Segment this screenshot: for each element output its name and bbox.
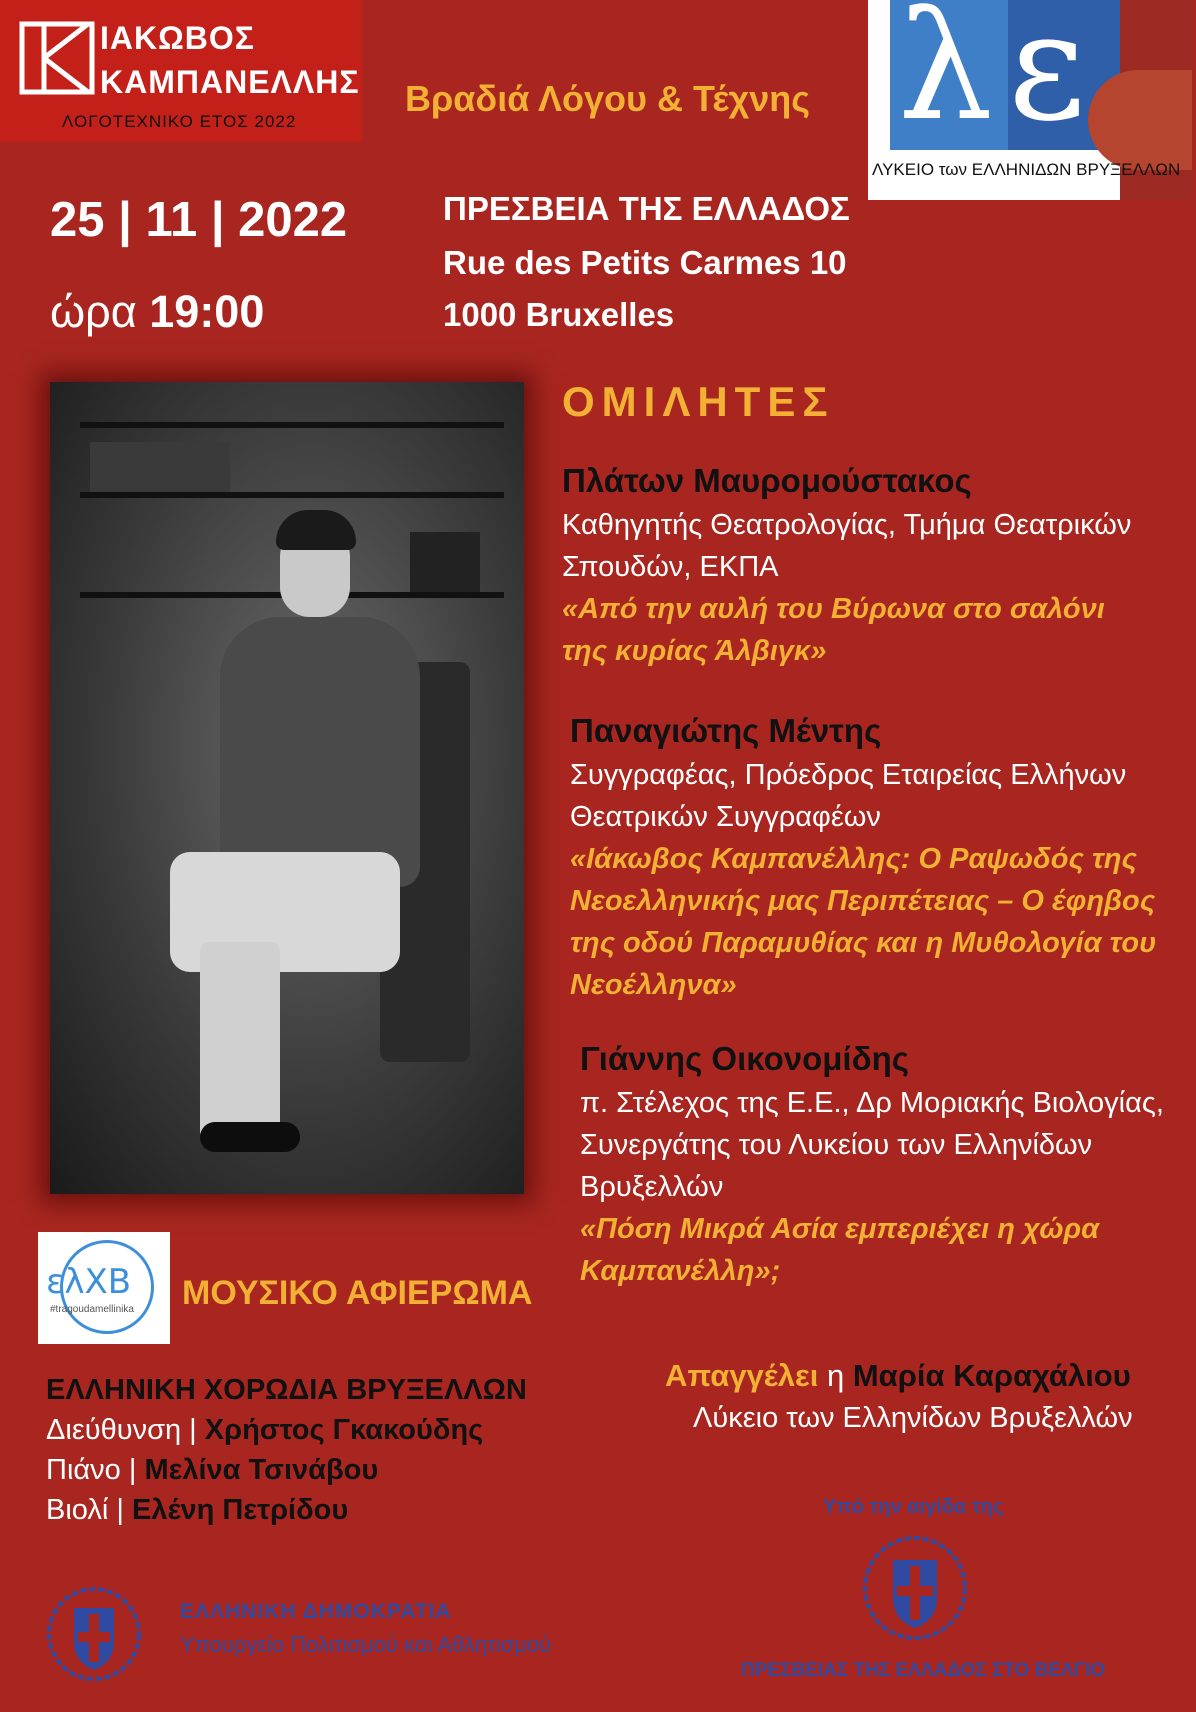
greek-coat-of-arms-icon (859, 1532, 971, 1644)
k-mark-icon (18, 20, 96, 96)
speaker-3 (580, 1040, 1164, 1292)
choir-logo-text: ελXB (46, 1262, 132, 1302)
credit-name: Χρήστος Γκακούδης (204, 1414, 484, 1446)
aegis-org: ΠΡΕΣΒΕΙΑΣ ΤΗΣ ΕΛΛΑΔΟΣ ΣΤΟ ΒΕΛΓΙΟ (741, 1660, 1106, 1681)
logo-line1: ΙΑΚΩΒΟΣ (100, 20, 255, 56)
venue-line1: ΠΡΕΣΒΕΙΑ ΤΗΣ ΕΛΛΑΔΟΣ (443, 190, 850, 227)
bookshelf (80, 422, 504, 428)
speaker-talk: Καμπανέλλη»; (580, 1255, 781, 1287)
portrait-photo (50, 382, 524, 1194)
time-value: 19:00 (149, 286, 265, 337)
logo-line2: ΚΑΜΠΑΝΕΛΛΗΣ (100, 64, 360, 100)
credit-conductor (46, 1414, 483, 1447)
credit-name: Ελένη Πετρίδου (131, 1494, 349, 1526)
music-heading: ΜΟΥΣΙΚΟ ΑΦΙΕΡΩΜΑ (182, 1274, 533, 1312)
recite-verb: Απαγγέλει (665, 1358, 819, 1393)
speaker-talk: Νεοέλληνα» (570, 969, 737, 1001)
speaker-talk: Νεοελληνικής μας Περιπέτειας – Ο έφηβος (570, 885, 1156, 917)
choir-logo-tag: #tragoudamellinika (50, 1304, 134, 1315)
books (410, 532, 480, 592)
time-prefix: ώρα (50, 286, 137, 337)
speaker-talk: της οδού Παραμυθίας και η Μυθολογία του (570, 927, 1157, 959)
speaker-role: Συγγραφέας, Πρόεδρος Εταιρείας Ελλήνων (570, 759, 1127, 791)
speaker-2 (570, 712, 1156, 1006)
aegis-label: Υπό την αιγίδα της (823, 1496, 1004, 1518)
bookshelf (80, 492, 504, 498)
speaker-name: Παναγιώτης Μέντης (570, 712, 882, 749)
lyceum-logo (868, 0, 1192, 200)
epsilon-glyph-icon: ε (1008, 0, 1086, 154)
kampanellis-logo (0, 0, 362, 142)
credit-label: Διεύθυνση | (46, 1414, 197, 1446)
logo-caption: ΛΥΚΕΙΟ των ΕΛΛΗΝΙΔΩΝ ΒΡΥΞΕΛΛΩΝ (872, 160, 1181, 179)
event-time (50, 286, 264, 338)
credit-label: Βιολί | (46, 1494, 124, 1526)
venue-line3: 1000 Bruxelles (443, 296, 675, 333)
event-subtitle: Βραδιά Λόγου & Τέχνης (405, 78, 811, 119)
venue-line2: Rue des Petits Carmes 10 (443, 244, 847, 281)
speaker-name: Πλάτων Μαυρομούστακος (562, 462, 972, 499)
recite-article: η (826, 1358, 845, 1393)
credit-violin (46, 1494, 348, 1527)
figure-hair (276, 510, 356, 550)
ministry-line2: Υπουργείο Πολιτισμού και Αθλητισμού (180, 1632, 552, 1657)
recite-name: Μαρία Καραχάλιου (852, 1358, 1131, 1393)
greek-coat-of-arms-icon (44, 1584, 144, 1684)
choir-logo (38, 1232, 170, 1344)
credit-piano (46, 1454, 378, 1487)
lambda-glyph-icon: λ (898, 0, 994, 154)
credit-name: Μελίνα Τσινάβου (144, 1454, 379, 1486)
speaker-talk: «Από την αυλή του Βύρωνα στο σαλόνι (562, 593, 1105, 625)
speaker-name: Γιάννης Οικονομίδης (580, 1040, 909, 1077)
logo-line3: ΛΟΓΟΤΕΧΝΙΚΟ ΕΤΟΣ 2022 (62, 112, 297, 131)
speaker-role: π. Στέλεχος της Ε.Ε., Δρ Μοριακής Βιολογίας, (580, 1087, 1164, 1119)
choir-name: ΕΛΛΗΝΙΚΗ ΧΟΡΩΔΙΑ ΒΡΥΞΕΛΛΩΝ (46, 1374, 527, 1406)
recitation-org: Λύκειο των Ελληνίδων Βρυξελλών (693, 1402, 1133, 1434)
speaker-1 (562, 462, 1131, 672)
speaker-role: Θεατρικών Συγγραφέων (570, 801, 881, 833)
credit-label: Πιάνο | (46, 1454, 145, 1486)
figure-shin (200, 942, 280, 1142)
speaker-role: Συνεργάτης του Λυκείου των Ελληνίδων (580, 1129, 1093, 1161)
ministry-line1: ΕΛΛΗΝΙΚΗ ΔΗΜΟΚΡΑΤΙΑ (180, 1600, 452, 1623)
speaker-role: Βρυξελλών (580, 1171, 724, 1203)
figure-shoe (200, 1122, 300, 1152)
event-date: 25 | 11 | 2022 (50, 193, 348, 247)
picture-frames (90, 442, 230, 492)
recitation-line (665, 1358, 1131, 1394)
figure-torso (220, 617, 420, 887)
speaker-role: Σπουδών, ΕΚΠΑ (562, 551, 779, 583)
logo-block (1088, 70, 1192, 170)
speaker-talk: «Ιάκωβος Καμπανέλλης: Ο Ραψωδός της (570, 843, 1137, 875)
speaker-role: Καθηγητής Θεατρολογίας, Τμήμα Θεατρικών (562, 509, 1132, 541)
speaker-talk: της κυρίας Άλβιγκ» (562, 635, 827, 667)
speaker-talk: «Πόση Μικρά Ασία εμπεριέχει η χώρα (580, 1213, 1100, 1245)
speakers-heading: ΟΜΙΛΗΤΕΣ (562, 378, 835, 425)
